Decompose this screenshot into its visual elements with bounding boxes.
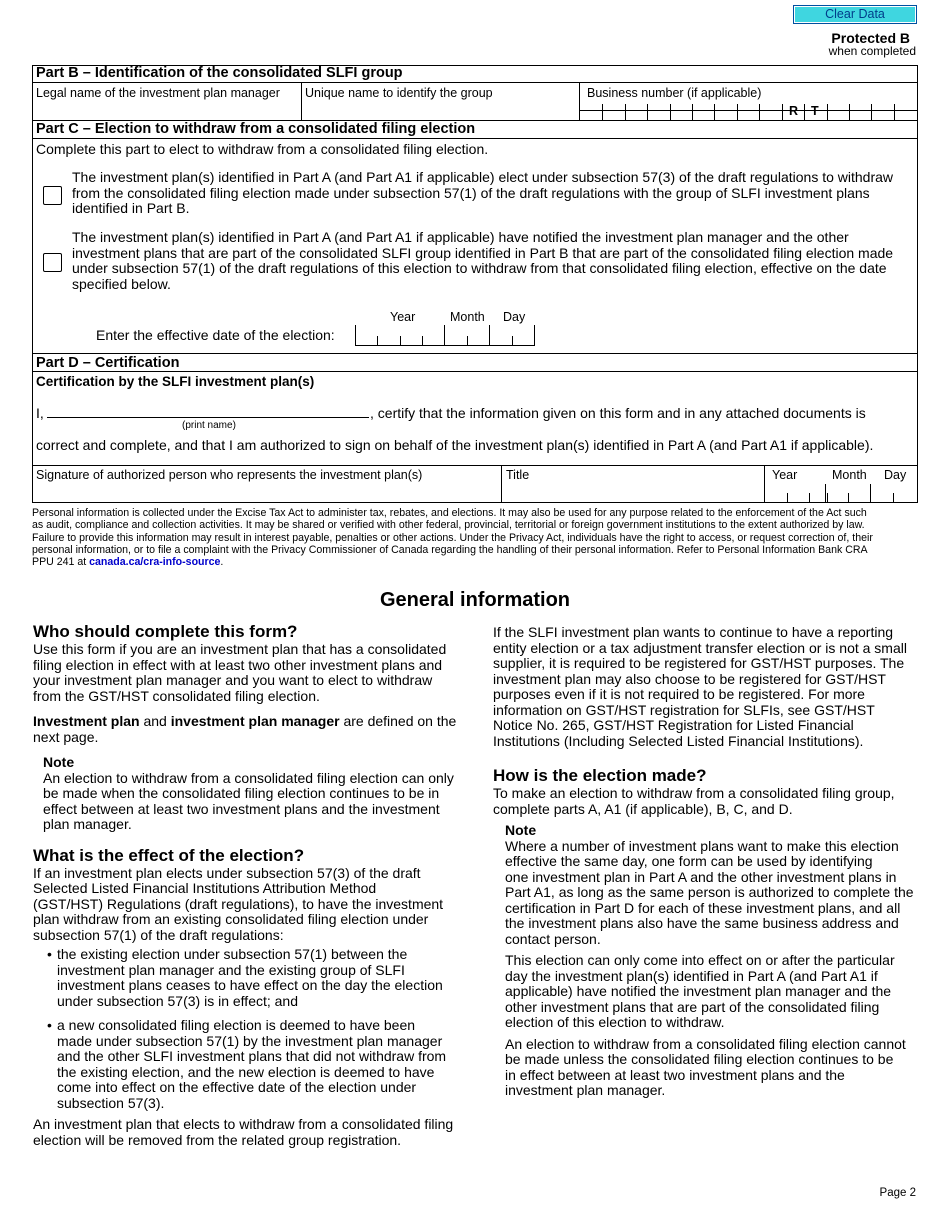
- notified-checkbox[interactable]: [43, 253, 62, 272]
- sign-day-label: Day: [884, 468, 907, 482]
- part-d-title: Part D – Certification: [36, 355, 180, 371]
- legal-name-label: Legal name of the investment plan manager: [36, 86, 280, 100]
- signature-field[interactable]: [33, 484, 500, 502]
- title-field[interactable]: [502, 484, 764, 502]
- legal-name-field[interactable]: [33, 100, 301, 119]
- who-heading: Who should complete this form?: [33, 622, 298, 641]
- note2: Note Where a number of investment plans want to make this election effective the same day, one form can be used by identifying one investment plan in Part A and the other investment plans in Part A1, as long as the same person is authorized to complete the certification in Part D for each of these investment plans, and all the investment plans also have the same business address and contact person. This election can only come into effect on or after the particular day the investment plan(s) identified in Part A (and Part A1 if applicable) have notified the investment plan manager and the other investment plans that are part of the consolidated filing election of this election to withdraw. An election to withdraw from a consolidated filing election cannot be made unless the consolidated filing election continues to be in effect between at least two investment plans and the investment plan manager.: [505, 822, 914, 1098]
- how-text: To make an election to withdraw from a consolidated filing group, complete parts A, A1 (if applicable), B, C, and D.: [493, 785, 895, 817]
- part-d-subtitle: Certification by the SLFI investment plan(s): [36, 374, 315, 389]
- effect-bullet-1: • the existing election under subsection 57(1) between the investment plan manager and the existing group of SLFI investment plans ceases to have effect on the day the election under subsection 57(3) is in effect; and: [47, 946, 443, 1009]
- cra-info-source-link[interactable]: canada.ca/cra-info-source: [89, 556, 221, 569]
- withdraw-election-checkbox[interactable]: [43, 186, 62, 205]
- general-info-title: General information: [379, 589, 571, 611]
- certify-text-2: correct and complete, and that I am authorized to sign on behalf of the investment plan(s) identified in Part A (and Part A1 if applicable).: [36, 437, 874, 453]
- print-name-field[interactable]: [47, 404, 369, 418]
- effect-text: If an investment plan elects under subsection 57(3) of the draft Selected Listed Financial Institutions Attribution Method (GST/HST) Regulations (draft regulations), to have the investment plan withdraw from an existing consolidated filing election under subsection 57(1) of the draft regulations:: [33, 864, 444, 943]
- sign-month-label: Month: [832, 468, 867, 482]
- option2-text: The investment plan(s) identified in Part A (and Part A1 if applicable) have notified the investment plan manager and the other investment plans that are part of the consolidated SLFI group identified in Part B that are part of the consolidated filing election made under subsection 57(1) of the draft regulations of this election to withdraw from that consolidated filing election, effective on the date specified below.: [72, 229, 894, 292]
- business-number-label: Business number (if applicable): [587, 86, 762, 100]
- how-heading: How is the election made?: [493, 766, 707, 785]
- effective-date-label: Enter the effective date of the election:: [96, 327, 335, 343]
- rt-r-label: R: [789, 104, 799, 118]
- registration-text: If the SLFI investment plan wants to continue to have a reporting entity election or a tax adjustment transfer election or is not a small supplier, it is required to be registered for GST/HST purposes. The investment plan may also choose to be registered for GST/HST purposes even if it is not required to be registered. For more information on GST/HST registration for SLFIs, see GST/HST Notice No. 265, GST/HST Registration for Listed Financial Institutions (Including Selected Listed Financial Institutions).: [493, 624, 907, 749]
- certify-i: I,: [36, 405, 44, 421]
- note1: Note An election to withdraw from a consolidated filing election can only be made when the consolidated filing election continues to be in effect between at least two investment plans and the investment plan manager.: [43, 754, 454, 832]
- part-c-intro: Complete this part to elect to withdraw from a consolidated filing election.: [36, 141, 489, 157]
- definitions-text: Investment plan and investment plan manager are defined on the next page.: [33, 713, 457, 745]
- print-name-caption: (print name): [182, 420, 236, 431]
- date-month-label: Month: [450, 310, 485, 324]
- certify-text: , certify that the information given on this form and in any attached documents is: [370, 405, 866, 421]
- privacy-notice: Personal information is collected under the Excise Tax Act to administer tax, rebates, and elections. It may also be used for any purpose related to the enforcement of the Act such as audit, compliance and collection activities. It may be shared or verified with other federal, provincial, territorial or foreign government institutions to the extent authorized by law. Failure to provide this information may result in interest payable, penalties or other actions. Under the Privacy Act, individuals have the right to access, or request correction of, their personal information, or to file a complaint with the Privacy Commissioner of Canada regarding the handling of their personal information. Refer to Personal Information Bank CRA PPU 241 at canada.ca/cra-info-source.: [32, 507, 873, 569]
- protected-label: Protected B: [831, 30, 910, 46]
- title-label: Title: [506, 468, 530, 482]
- protected-sub-label: when completed: [828, 44, 916, 58]
- effect-bullet-2: • a new consolidated filing election is deemed to have been made under subsection 57(1) by the investment plan manager and the other SLFI investment plans that did not withdraw from the existing election, and the new election is deemed to have come into effect on the effective date of the election under subsection 57(3).: [47, 1017, 447, 1111]
- who-text: Use this form if you are an investment plan that has a consolidated filing election in effect with at least two other investment plans and your investment plan manager and you want to elect to withdraw from the GST/HST consolidated filing election.: [33, 641, 447, 704]
- rt-t-label: T: [811, 104, 819, 118]
- unique-name-label: Unique name to identify the group: [305, 86, 493, 100]
- clear-data-button[interactable]: Clear Data: [793, 5, 917, 24]
- sign-year-label: Year: [772, 468, 798, 482]
- effective-date-field[interactable]: [355, 325, 535, 346]
- sign-date-field[interactable]: [764, 484, 917, 502]
- unique-name-field[interactable]: [302, 100, 578, 119]
- effect-heading: What is the effect of the election?: [33, 845, 305, 865]
- date-year-label: Year: [390, 310, 416, 324]
- removed-text: An investment plan that elects to withdraw from a consolidated filing election will be removed from the related group registration.: [33, 1116, 454, 1148]
- part-c-title: Part C – Election to withdraw from a consolidated filing election: [36, 121, 476, 137]
- page-number: Page 2: [879, 1187, 916, 1199]
- part-b-title: Part B – Identification of the consolidated SLFI group: [36, 65, 403, 81]
- option1-text: The investment plan(s) identified in Part A (and Part A1 if applicable) elect under subsection 57(3) of the draft regulations to withdraw from the consolidated filing election made under subsection 57(1) of the draft regulations with the group of SLFI investment plans identified in Part B.: [72, 169, 894, 216]
- business-number-field[interactable]: [580, 100, 917, 119]
- signature-label: Signature of authorized person who represents the investment plan(s): [36, 468, 423, 482]
- date-day-label: Day: [503, 310, 526, 324]
